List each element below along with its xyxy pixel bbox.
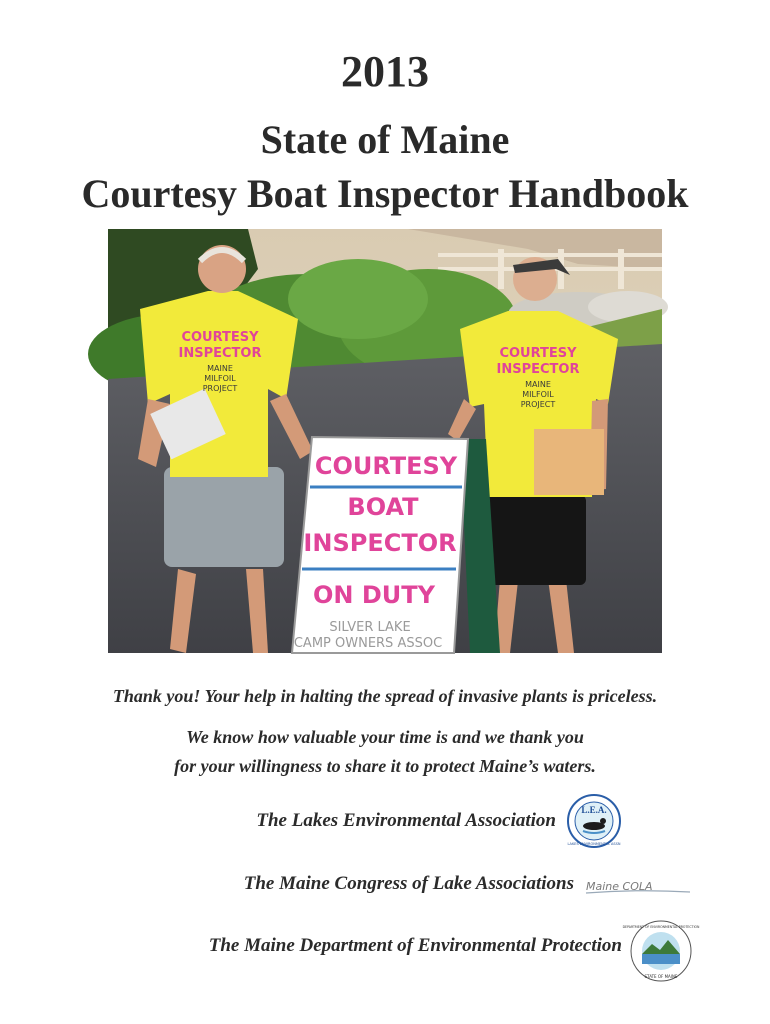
title-state: State of Maine bbox=[260, 117, 510, 162]
lea-logo bbox=[566, 793, 622, 849]
sign-line5: SILVER LAKE bbox=[329, 620, 411, 635]
lea-logo-ring-text: LAKES ENVIRONMENTAL ASSN bbox=[567, 842, 621, 846]
sign-line4: ON DUTY bbox=[312, 581, 436, 609]
org-lea: The Lakes Environmental Association bbox=[256, 810, 556, 831]
sign-line2: BOAT bbox=[347, 493, 419, 521]
shirt-right-line2: INSPECTOR bbox=[496, 362, 580, 377]
org-cola: The Maine Congress of Lake Associations bbox=[243, 873, 574, 894]
maine-dep-logo-ring-top: DEPARTMENT OF ENVIRONMENTAL PROTECTION bbox=[622, 925, 700, 929]
org-dep: The Maine Department of Environmental Protection bbox=[208, 935, 622, 956]
caption-thanks: Thank you! Your help in halting the spread of invasive plants is priceless. bbox=[112, 686, 658, 706]
shirt-right-line3: MAINE bbox=[525, 380, 551, 389]
title-year: 2013 bbox=[341, 47, 429, 96]
sign-line3: INSPECTOR bbox=[303, 529, 457, 557]
shirt-left-line2: INSPECTOR bbox=[178, 346, 262, 361]
cover-photo bbox=[108, 229, 662, 653]
caption-line2: We know how valuable your time is and we thank you bbox=[186, 727, 584, 747]
shirt-left-line4: MILFOIL bbox=[204, 374, 236, 383]
lea-logo-text: L.E.A. bbox=[581, 805, 607, 815]
sign-line1: COURTESY bbox=[314, 452, 458, 480]
shirt-left-line1: COURTESY bbox=[181, 330, 259, 345]
shirt-left-line3: MAINE bbox=[207, 364, 233, 373]
shirt-right-line5: PROJECT bbox=[520, 400, 556, 409]
sign-line6: CAMP OWNERS ASSOC bbox=[293, 636, 443, 651]
maine-dep-logo bbox=[622, 920, 700, 982]
maine-cola-logo-text: Maine COLA bbox=[586, 880, 653, 893]
shirt-left-line5: PROJECT bbox=[202, 384, 238, 393]
maine-cola-logo bbox=[584, 876, 692, 896]
title-handbook: Courtesy Boat Inspector Handbook bbox=[81, 171, 689, 216]
maine-dep-logo-ring-bottom: STATE OF MAINE bbox=[644, 974, 678, 979]
shirt-right-line1: COURTESY bbox=[499, 346, 577, 361]
caption-line3: for your willingness to share it to protect Maine’s waters. bbox=[174, 756, 596, 776]
shirt-right-line4: MILFOIL bbox=[522, 390, 554, 399]
